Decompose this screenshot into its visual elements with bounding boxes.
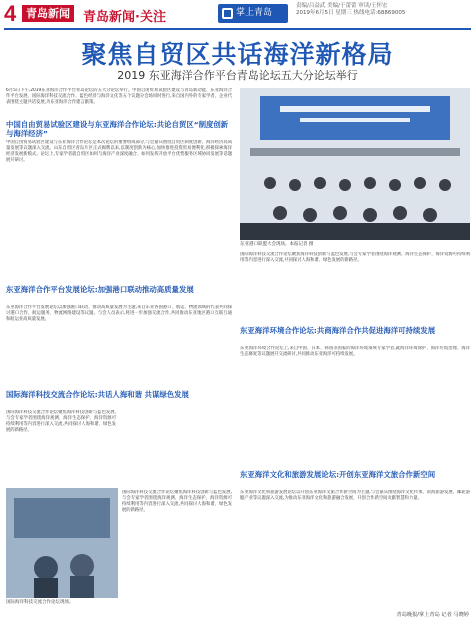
section-2-body: 东亚海洋合作平台发展论坛以加强港口联动、推动高质量发展为主题,来自东亚各国港口、航运、物流领域的代表共同探讨港口合作、航运服务、物流网络建设等议题。与会人员表示,将进一步加强交流合作,共同推动东亚地区港口互联互通和航运业高质量发展。 xyxy=(6,305,232,323)
photo-caption: 东亚港口联盟大会现场。本报记者 摄 xyxy=(240,242,314,247)
page-number: 4 xyxy=(4,1,17,26)
section-1-body: 中国自由贸易试验区建设与东亚海洋合作论坛是本次论坛的重要组成部分,与会嘉宾围绕自贸区制度创新、海洋经济高质量发展等议题深入交流。山东自贸区青岛片区正式揭牌以来,以制度创新为核心,加快推进投资贸易便利化,积极探索海洋经济发展新模式。论坛上,专家学者就自贸区如何与海洋产业深度融合、如何发挥开放平台优势服务区域协同发展等话题展开研讨。 xyxy=(6,140,232,164)
app-badge-label: 掌上青岛 xyxy=(236,8,273,18)
intro-text: 6月5日下午,2019东亚海洋合作平台青岛论坛的五大分论坛举行。中国自由贸易试验区建设与青岛新动能、东亚海洋合作平台发展、国际海洋科技交流合作、蓝色经济与海洋文化等五个议题分会场同时进行,来自国内外的专家学者、企业代表围绕主题共话发展,为东亚海洋合作建言献策。 xyxy=(6,88,232,106)
page-header xyxy=(0,0,475,28)
forum-photo-2-image xyxy=(6,488,118,598)
subheadline: 2019 东亚海洋合作平台青岛论坛五大分论坛举行 xyxy=(117,69,358,82)
section-3-body: 国际海洋科技交流合作论坛聚焦海洋科技创新与蓝色发展,与会专家学者围绕海洋观测、海洋生态保护、海洋资源可持续利用等内容进行深入交流,共同探讨人海和谐、绿色发展的新路径。 xyxy=(6,410,116,434)
section-4-head: 东亚海洋环境合作论坛:共商海洋合作共促进海洋可持续发展 xyxy=(240,326,436,335)
section-3-body-right: 国际海洋科技交流合作论坛聚焦海洋科技创新与蓝色发展,与会专家学者围绕海洋观测、海洋生态保护、海洋资源可持续利用等内容进行深入交流,共同探讨人海和谐、绿色发展的新路径。 xyxy=(240,252,470,264)
forum-photo-image xyxy=(240,88,470,240)
section-1-head: 中国自由贸易试验区建设与东亚海洋合作论坛:共论自贸区“制度创新与海洋经济” xyxy=(6,120,229,138)
header-info xyxy=(296,3,472,17)
app-icon xyxy=(222,8,233,19)
section-title: 青岛新闻·关注 xyxy=(83,10,166,25)
section-4-body: 东亚海洋环境合作论坛上,来自中国、日本、韩国等国家的海洋环境领域专家学者,就海洋环境保护、海洋垃圾治理、海洋生态修复等议题展开交流研讨,共同推动东亚海洋可持续发展。 xyxy=(240,346,470,358)
headline: 聚焦自贸区共话海洋新格局 xyxy=(81,40,394,69)
masthead-logo: 青岛新闻 xyxy=(22,5,74,22)
header-info-date: 2019年6月5日 星期三 热线电话:68869005 xyxy=(296,10,406,16)
section-2-head: 东亚海洋合作平台发展论坛:加强港口联动推动高质量发展 xyxy=(6,285,194,294)
section-3-body-cont: 国际海洋科技交流合作论坛聚焦海洋科技创新与蓝色发展,与会专家学者围绕海洋观测、海洋生态保护、海洋资源可持续利用等内容进行深入交流,共同探讨人海和谐、绿色发展的新路径。 xyxy=(122,490,232,514)
section-5-body: 东亚海洋文化和旅游发展论坛以开创东亚海洋文旅合作新空间为主题,与会嘉宾围绕海洋文化传承、滨海旅游发展、邮轮游艇产业等议题深入交流,为推动东亚海洋文化和旅游融合发展、开创合作新空间贡献智慧和力量。 xyxy=(240,490,470,502)
forum-photo xyxy=(240,88,470,240)
section-5-head: 东亚海洋文化和旅游发展论坛:开创东亚海洋文旅合作新空间 xyxy=(240,470,436,479)
footer-byline: 青岛晚报/掌上青岛 记者 马晓婷 xyxy=(396,612,469,618)
header-rule xyxy=(4,28,471,30)
forum-photo-2 xyxy=(6,488,118,598)
photo2-caption: 国际海洋科技交流合作论坛现场。 xyxy=(6,600,74,605)
header-info-editors: 责编/吕益武 美编/于蕾蕾 审读/王怀宏 xyxy=(296,3,388,9)
app-badge xyxy=(218,4,288,23)
section-3-head: 国际海洋科技交流合作论坛:共话人海和谐 共谋绿色发展 xyxy=(6,390,189,399)
